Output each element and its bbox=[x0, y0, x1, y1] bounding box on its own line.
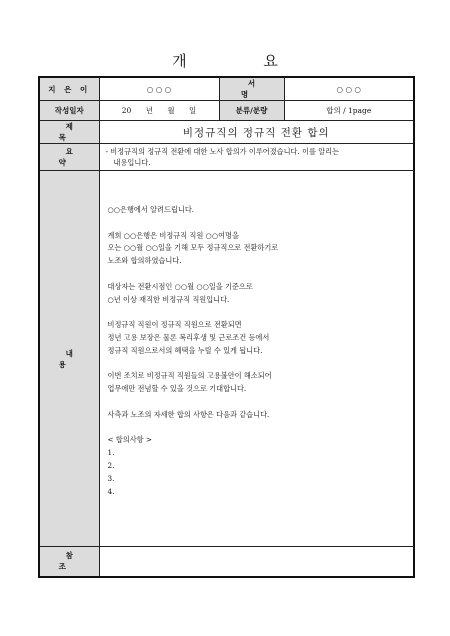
content-line: 노조와 합의하였습니다. bbox=[107, 256, 182, 266]
agreement-item-2: 2. bbox=[107, 460, 115, 470]
subject-label: 제 목 bbox=[39, 121, 99, 144]
content-line: ○○은행에서 알려드립니다. bbox=[107, 205, 195, 214]
content-line: 이번 조치로 비정규직 직원들의 고용불안이 해소되어 bbox=[107, 371, 272, 381]
content-line: 비정규직 직원이 정규직 직원으로 전환되면 bbox=[107, 320, 242, 330]
date-value[interactable]: 20 년 월 일 bbox=[99, 101, 219, 121]
content-blank-line bbox=[108, 396, 406, 409]
content-blank-line bbox=[108, 422, 406, 435]
content-blank-line bbox=[108, 358, 406, 371]
date-label: 작성일자 bbox=[39, 101, 99, 121]
content-line: 정규직 직원으로서의 혜택을 누릴 수 있게 됩니다. bbox=[107, 345, 263, 355]
content-line: ○년 이상 재직한 비정규직 직원입니다. bbox=[107, 294, 230, 304]
subject-row bbox=[39, 121, 414, 144]
reference-label: 참 조 bbox=[39, 547, 99, 577]
category-label: 분류/분량 bbox=[219, 101, 284, 121]
agreement-item-4: 4. bbox=[107, 486, 115, 496]
reference-value[interactable] bbox=[99, 547, 414, 577]
agreement-item-1: 1. bbox=[107, 448, 115, 458]
signature-label: 서 명 bbox=[219, 77, 284, 101]
category-value[interactable]: 합의 / 1page bbox=[284, 101, 414, 121]
content-line: 정년 고용 보장은 물론 복리후생 및 근로조건 등에서 bbox=[107, 332, 270, 342]
subject-value[interactable]: 비정규직의 정규직 전환 합의 bbox=[99, 121, 414, 144]
document-title: 개 요 bbox=[172, 52, 314, 70]
content-line: 업무에만 전념할 수 있을 것으로 기대합니다. bbox=[107, 384, 247, 394]
content-blank-line bbox=[108, 268, 406, 281]
content-blank-line bbox=[108, 306, 406, 319]
summary-row bbox=[39, 144, 414, 171]
agreement-item-3: 3. bbox=[107, 473, 115, 483]
author-value[interactable]: ○ ○ ○ bbox=[99, 77, 219, 101]
summary-label: 요 약 bbox=[39, 144, 99, 171]
author-row bbox=[39, 77, 414, 101]
content-line: 오는 ○○월 ○○일을 기해 모두 정규직으로 전환하기로 bbox=[107, 243, 279, 253]
content-body[interactable] bbox=[99, 171, 414, 547]
summary-value[interactable] bbox=[99, 144, 414, 171]
summary-form-table bbox=[38, 76, 415, 578]
content-row bbox=[39, 171, 414, 547]
content-line: 사측과 노조의 자세한 합의 사항은 다음과 같습니다. bbox=[107, 409, 270, 419]
summary-line-2: 내용입니다. bbox=[113, 158, 151, 167]
author-label: 지 은 이 bbox=[39, 77, 99, 101]
date-row bbox=[39, 101, 414, 121]
agreement-heading: < 합의사항 > bbox=[107, 435, 152, 445]
content-line: 대상자는 전환시점인 ○○월 ○○일을 기준으로 bbox=[107, 281, 253, 291]
reference-row bbox=[39, 547, 414, 577]
content-blank-line bbox=[108, 217, 406, 230]
content-label: 내 용 bbox=[39, 171, 99, 547]
summary-line-1: - 비정규직의 정규직 전환에 대한 노사 합의가 이루어졌습니다. 이를 알리는 bbox=[105, 147, 340, 156]
signature-value[interactable]: ○ ○ ○ bbox=[284, 77, 414, 101]
content-line: 계희 ○○은행은 비정규직 직원 ○○여명을 bbox=[107, 230, 239, 240]
